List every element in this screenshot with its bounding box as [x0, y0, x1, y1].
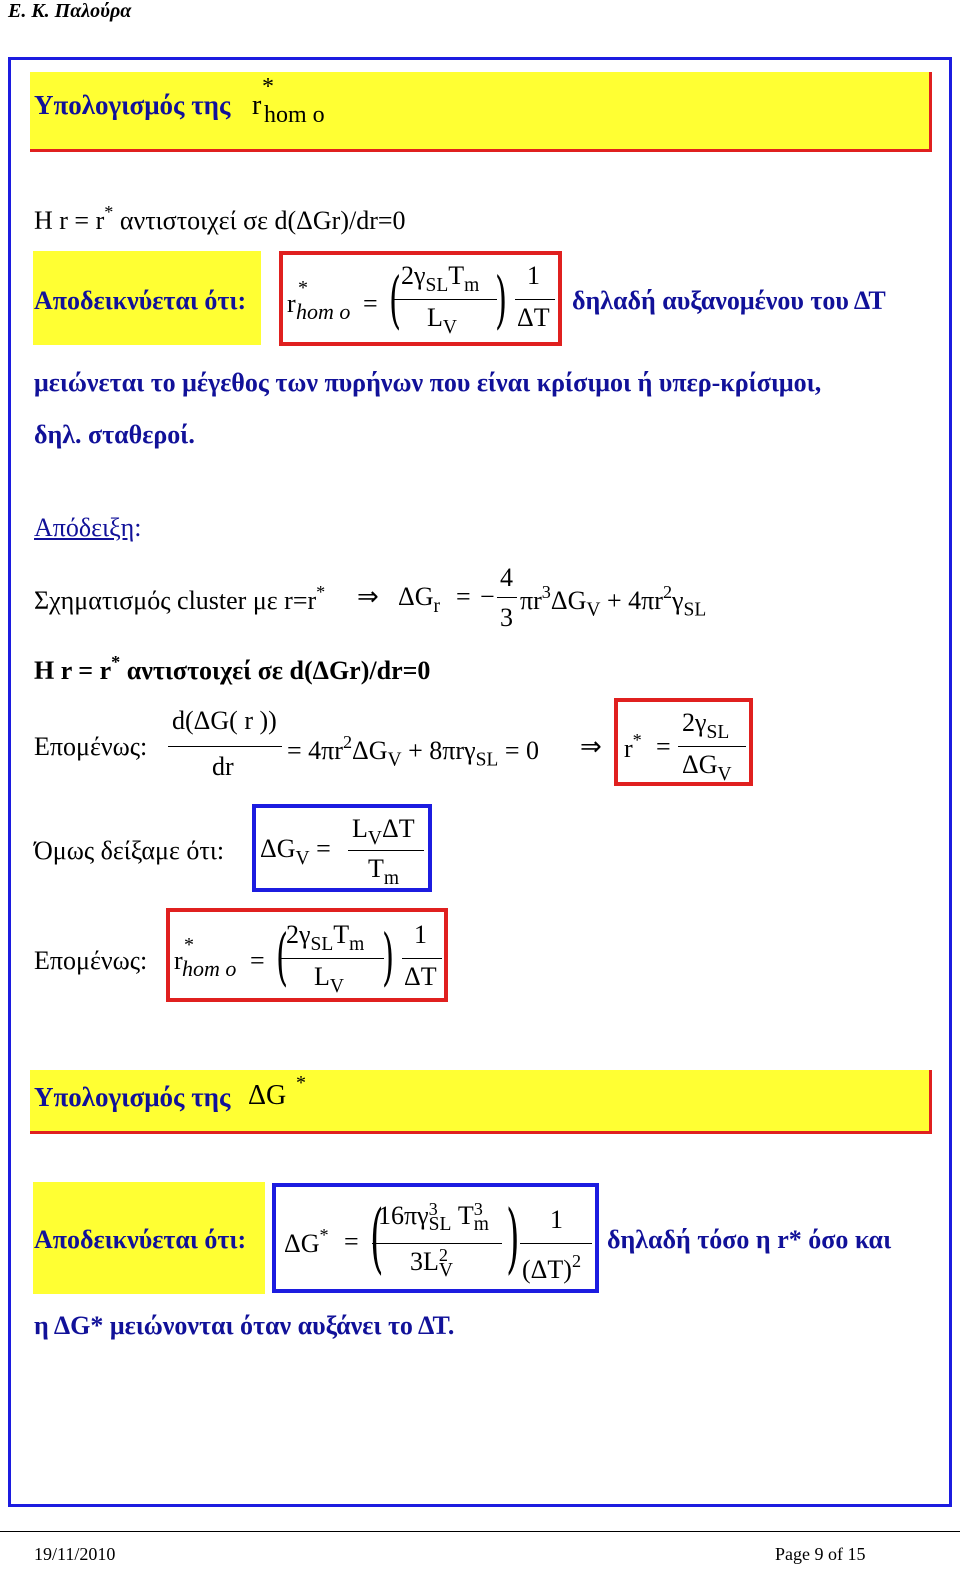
dGV-formula-box: $\Delta G_V$ = $L_V\Delta T$ $T_m$: [252, 804, 432, 892]
definition-line: Η r = r* αντιστοιχεί σε d(ΔGr)/dr=0: [34, 202, 406, 235]
therefore-label-2: Επομένως:: [34, 946, 148, 975]
continuation-line-1: μειώνεται το μέγεθος των πυρήνων που είναι κρίσιμοι ή υπερ-κρίσιμοι,: [34, 368, 822, 397]
r-star-result-box: r* = $2\gamma_{SL}$ $\Delta G_V$: [614, 698, 753, 786]
bold-condition-line: Η r = r* αντιστοιχεί σε d(ΔGr)/dr=0: [34, 652, 431, 685]
therefore-label-1: Επομένως:: [34, 732, 148, 761]
footer-divider: [0, 1531, 960, 1532]
dG-star-formula-box: ΔG* = ( 16πγ 3 SL T 3 m 3L 2 V ) 1 $(\Delta T)^2$: [272, 1183, 599, 1293]
formula1-numerator: $2\gamma_{SL}T_m$: [401, 261, 480, 296]
derivative-denominator: dr: [212, 752, 234, 781]
author-name: Ε. Κ. Παλούρα: [8, 0, 132, 22]
cluster-line-text: Σχηματισμός cluster με r=r*: [34, 582, 326, 615]
dGr-term: $\Delta G_r$: [398, 582, 440, 617]
proven-label-2: Αποδεικνύεται ότι:: [34, 1225, 247, 1254]
section2-title: Υπολογισμός της: [34, 1082, 231, 1112]
footer-page-number: Page 9 of 15: [775, 1544, 866, 1564]
r-hom-final-box: r * hom o = ( $2\gamma_{SL}T_m$ $L_V$ ) 1 ΔT: [166, 908, 448, 1002]
continuation-line-3: η ΔG* μειώνονται όταν αυξάνει το ΔΤ.: [34, 1311, 455, 1340]
after-formula-text-1: δηλαδή αυξανομένου του ΔΤ: [572, 286, 886, 315]
formula2-numerator: 16πγ 3 SL T 3 m: [378, 1199, 489, 1236]
formula2-denominator: 3L 2 V: [410, 1245, 453, 1282]
however-label: Όμως δείξαμε ότι:: [34, 836, 225, 865]
implies-arrow-1: ⇒: [357, 582, 379, 611]
after-formula-text-2: δηλαδή τόσο η r* όσο και: [607, 1225, 892, 1254]
footer-date: 19/11/2010: [34, 1544, 116, 1564]
section1-title-symbol: r: [252, 90, 262, 121]
proven-label-1: Αποδεικνύεται ότι:: [34, 286, 247, 315]
derivative-numerator: d(ΔG( r )): [172, 706, 277, 735]
section2-title-star: *: [296, 1072, 306, 1094]
proof-heading: Απόδειξη:: [34, 513, 142, 542]
section2-title-symbol: ΔG: [248, 1080, 287, 1111]
implies-arrow-2: ⇒: [580, 732, 602, 761]
section2-title-bar: [30, 1070, 932, 1134]
section1-title: Υπολογισμός της: [34, 90, 231, 120]
continuation-line-2: δηλ. σταθεροί.: [34, 420, 195, 449]
formula1-denominator: $L_V$: [427, 303, 457, 338]
gibbs-terms: $\pi r^3\Delta G_V + 4\pi r^2\gamma_{SL}$: [520, 582, 707, 621]
section1-title-bar: [30, 72, 932, 152]
section1-title-star: *: [262, 74, 274, 100]
r-hom-formula-box: r * hom o = ( $2\gamma_{SL}T_m$ $L_V$ ) 1 ΔT: [279, 251, 562, 346]
section1-title-sub: hom o: [264, 102, 325, 128]
derivative-rhs: = $4\pi r^2\Delta G_V + 8\pi r\gamma_{SL} = 0$: [287, 732, 540, 771]
